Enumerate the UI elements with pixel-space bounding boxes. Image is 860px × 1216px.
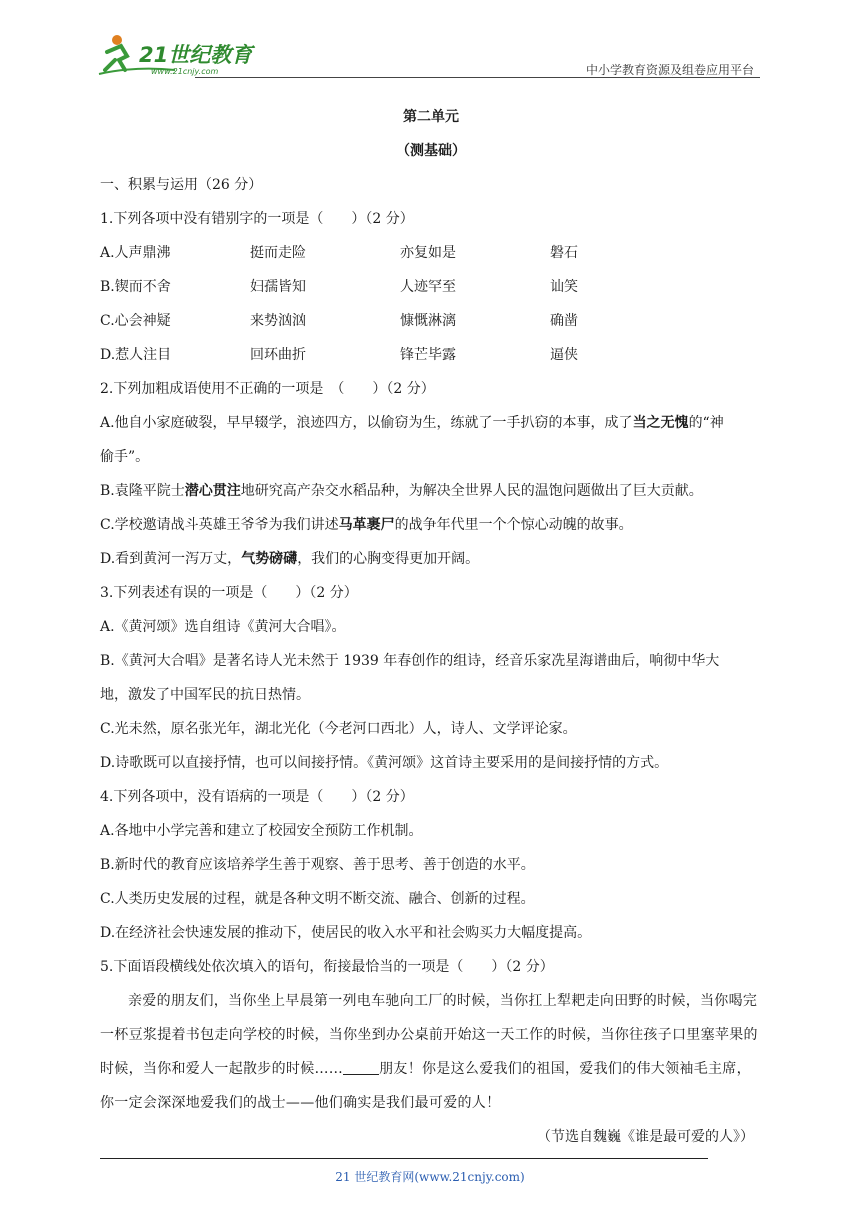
q4-option-c: C.人类历史发展的过程，就是各种文明不断交流、融合、创新的过程。 bbox=[100, 891, 535, 907]
svg-text:www.21cnjy.com: www.21cnjy.com bbox=[151, 67, 219, 76]
q3-option-b-cont: 地，激发了中国军民的抗日热情。 bbox=[100, 687, 310, 703]
q3-option-b: B.《黄河大合唱》是著名诗人光未然于 1939 年春创作的组诗，经音乐家冼星海谱曲后，响彻中华大 bbox=[100, 653, 720, 669]
logo-21cnjy bbox=[95, 30, 265, 78]
q2-option-b: B.袁隆平院士潜心贯注地研究高产杂交水稻品种，为解决全世界人民的温饱问题做出了巨大贡献。 bbox=[100, 483, 703, 499]
q3-option-a: A.《黄河颂》选自组诗《黄河大合唱》。 bbox=[100, 619, 346, 635]
q4-option-d: D.在经济社会快速发展的推动下，使居民的收入水平和社会购买力大幅度提高。 bbox=[100, 925, 592, 941]
page-subtitle: （测基础） bbox=[396, 143, 466, 159]
q3-option-d: D.诗歌既可以直接抒情，也可以间接抒情。《黄河颂》这首诗主要采用的是间接抒情的方式。 bbox=[100, 755, 669, 771]
q2-option-d: D.看到黄河一泻万丈，气势磅礴，我们的心胸变得更加开阔。 bbox=[100, 551, 480, 567]
q4-option-b: B.新时代的教育应该培养学生善于观察、善于思考、善于创造的水平。 bbox=[100, 857, 535, 873]
platform-name: 中小学教育资源及组卷应用平台 bbox=[585, 63, 754, 77]
svg-text:21世纪教育: 21世纪教育 bbox=[139, 43, 253, 67]
q1-option-b: B.锲而不舍 妇孺皆知 人迹罕至 讪笑 bbox=[100, 279, 578, 295]
q1-option-d: D.惹人注目 回环曲折 锋芒毕露 逼侠 bbox=[100, 347, 578, 363]
q2-option-a: A.他自小家庭破裂，早早辍学，浪迹四方，以偷窃为生，练就了一手扒窃的本事，成了当之无愧的“神 bbox=[100, 415, 724, 431]
q2-option-a-cont: 偷手”。 bbox=[100, 449, 150, 465]
question-1-stem: 1.下列各项中没有错别字的一项是（ ）（2 分） bbox=[100, 211, 414, 227]
q1-option-c: C.心会神疑 来势汹汹 慷慨淋漓 确凿 bbox=[100, 313, 578, 329]
question-3-stem: 3.下列表述有误的一项是（ ）（2 分） bbox=[100, 585, 358, 601]
question-4-stem: 4.下列各项中，没有语病的一项是（ ）（2 分） bbox=[100, 789, 414, 805]
footer-divider bbox=[100, 1158, 708, 1159]
q1-option-a: A.人声鼎沸 挺而走险 亦复如是 磐石 bbox=[100, 245, 578, 261]
document-body bbox=[100, 100, 762, 1154]
q5-passage: 亲爱的朋友们，当你坐上早晨第一列电车驰向工厂的时候，当你扛上犁耙走向田野的时候，当你喝完一杯豆浆提着书包走向学校的时候，当你坐到办公桌前开始这一天工作的时候，当你往孩子口里塞苹果的时候，当你和爱人一起散步的时候…… 朋友！你是这么爱我们的祖国，爱我们的伟大领袖毛主席，你一定会深深地爱我们的战士——他们确实是我们最可爱的人！ bbox=[100, 993, 758, 1111]
fill-blank bbox=[343, 1060, 379, 1075]
page-title: 第二单元 bbox=[403, 109, 459, 125]
question-2-stem: 2.下列加粗成语使用不正确的一项是 （ ）（2 分） bbox=[100, 381, 435, 397]
page-header bbox=[95, 30, 760, 80]
q4-option-a: A.各地中小学完善和建立了校园安全预防工作机制。 bbox=[100, 823, 423, 839]
q5-source: （节选自魏巍《谁是最可爱的人》） bbox=[537, 1129, 754, 1145]
question-5-stem: 5.下面语段横线处依次填入的语句，衔接最恰当的一项是（ ）（2 分） bbox=[100, 959, 554, 975]
q3-option-c: C.光未然，原名张光年，湖北光化（今老河口西北）人，诗人、文学评论家。 bbox=[100, 721, 577, 737]
section-heading: 一、积累与运用（26 分） bbox=[100, 177, 263, 193]
page-footer: 21 世纪教育网(www.21cnjy.com) bbox=[335, 1170, 525, 1184]
q2-option-c: C.学校邀请战斗英雄王爷爷为我们讲述马革裹尸的战争年代里一个个惊心动魄的故事。 bbox=[100, 517, 633, 533]
